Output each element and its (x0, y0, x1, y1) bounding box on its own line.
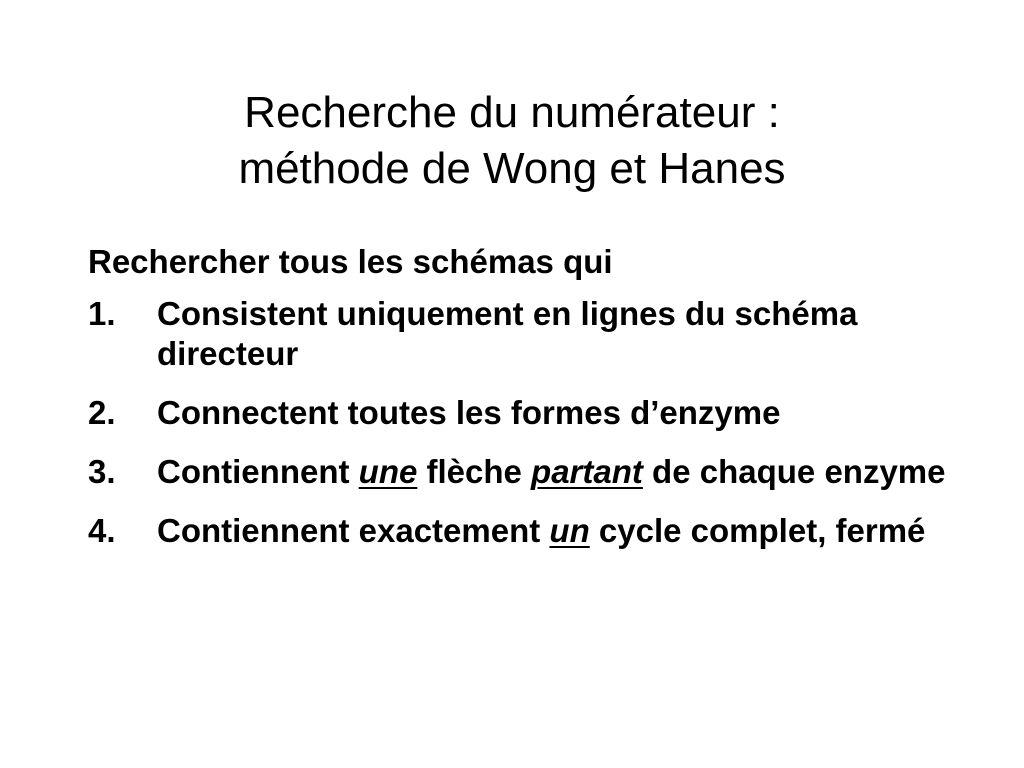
list-item-2 (88, 393, 948, 433)
item-text-3-middle: flèche (417, 453, 532, 490)
slide-title (0, 85, 1024, 197)
item-text-4-before: Contiennent exactement (157, 512, 550, 549)
item-number-1: 1. (88, 295, 116, 332)
slide-body (88, 242, 948, 570)
title-line-2: méthode de Wong et Hanes (238, 144, 786, 194)
item-3-emphasis-partant: partant (531, 453, 643, 490)
item-4-emphasis-un: un (549, 512, 590, 549)
item-number-2: 2. (88, 394, 116, 431)
item-text-3-before: Contiennent (157, 453, 359, 490)
intro-text: Rechercher tous les schémas qui (88, 243, 613, 280)
criteria-list (88, 294, 948, 551)
list-item-3 (88, 452, 948, 492)
item-number-3: 3. (88, 453, 116, 490)
title-line-1: Recherche du numérateur : (244, 88, 780, 138)
list-item-4 (88, 511, 948, 551)
list-item-1 (88, 294, 948, 374)
item-3-emphasis-une: une (358, 453, 418, 490)
item-text-2: Connectent toutes les formes d’enzyme (157, 394, 781, 431)
item-number-4: 4. (88, 512, 116, 549)
item-text-1: Consistent uniquement en lignes du schéma directeur (157, 295, 858, 372)
item-text-3-after: de chaque enzyme (642, 453, 946, 490)
item-text-4-after: cycle complet, fermé (589, 512, 926, 549)
